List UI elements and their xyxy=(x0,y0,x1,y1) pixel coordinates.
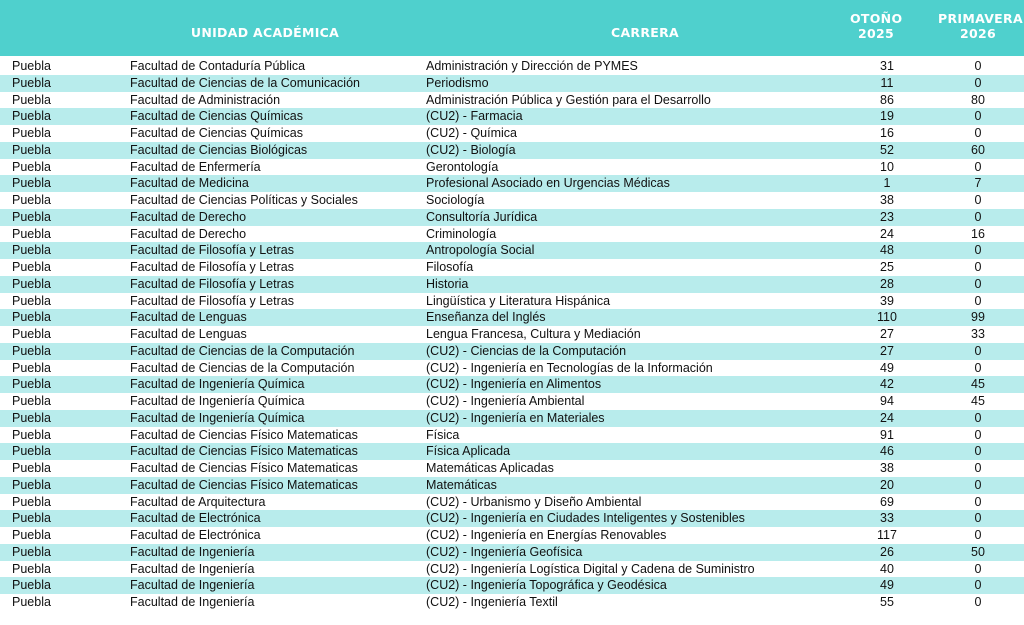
cell-campus: Puebla xyxy=(12,511,51,526)
cell-carrera: (CU2) - Ingeniería en Materiales xyxy=(426,410,605,425)
cell-otono-2025: 24 xyxy=(880,226,894,241)
cell-unidad-academica: Facultad de Enfermería xyxy=(130,159,261,174)
cell-campus: Puebla xyxy=(12,193,51,207)
cell-campus: Puebla xyxy=(12,176,51,191)
cell-carrera: (CU2) - Ingeniería Geofísica xyxy=(426,544,583,559)
cell-primavera-2026: 0 xyxy=(974,343,982,358)
cell-otono-2025: 31 xyxy=(880,59,894,73)
cell-carrera: Criminología xyxy=(426,226,497,241)
table-row xyxy=(0,494,1024,511)
cell-campus: Puebla xyxy=(12,75,51,90)
cell-primavera-2026: 45 xyxy=(971,377,985,392)
table-body xyxy=(0,58,1024,611)
table-row xyxy=(0,326,1024,343)
cell-campus: Puebla xyxy=(12,561,51,576)
cell-primavera-2026: 0 xyxy=(974,159,982,174)
table-row xyxy=(0,142,1024,159)
cell-unidad-academica: Facultad de Filosofía y Letras xyxy=(130,293,294,308)
cell-primavera-2026: 0 xyxy=(974,109,982,124)
cell-unidad-academica: Facultad de Ciencias Físico Matematicas xyxy=(130,477,358,492)
cell-unidad-academica: Facultad de Electrónica xyxy=(130,528,261,542)
cell-primavera-2026: 80 xyxy=(971,92,985,107)
table-row xyxy=(0,309,1024,326)
cell-primavera-2026: 0 xyxy=(974,209,982,224)
table-row xyxy=(0,460,1024,477)
cell-carrera: (CU2) - Ciencias de la Computación xyxy=(426,343,627,358)
cell-unidad-academica: Facultad de Ciencias Políticas y Sociales xyxy=(130,193,358,207)
table-row xyxy=(0,159,1024,176)
cell-unidad-academica: Facultad de Arquitectura xyxy=(130,494,266,509)
cell-primavera-2026: 0 xyxy=(974,243,982,258)
cell-otono-2025: 24 xyxy=(880,410,894,425)
cell-carrera: Sociología xyxy=(426,193,485,207)
cell-carrera: (CU2) - Ingeniería Textil xyxy=(426,595,558,609)
cell-primavera-2026: 0 xyxy=(974,75,982,90)
cell-campus: Puebla xyxy=(12,243,51,258)
table-row xyxy=(0,410,1024,427)
table-row xyxy=(0,108,1024,125)
cell-otono-2025: 11 xyxy=(880,75,894,90)
cell-carrera: Lengua Francesa, Cultura y Mediación xyxy=(426,327,641,341)
cell-campus: Puebla xyxy=(12,209,51,224)
cell-campus: Puebla xyxy=(12,544,51,559)
cell-otono-2025: 1 xyxy=(883,176,891,191)
cell-primavera-2026: 16 xyxy=(971,226,985,241)
cell-carrera: Lingüística y Literatura Hispánica xyxy=(426,293,611,308)
cell-unidad-academica: Facultad de Ciencias Químicas xyxy=(130,109,303,124)
cell-otono-2025: 10 xyxy=(880,159,894,174)
cell-carrera: (CU2) - Ingeniería en Tecnologías de la Información xyxy=(426,360,713,375)
cell-unidad-academica: Facultad de Electrónica xyxy=(130,511,261,526)
cell-primavera-2026: 0 xyxy=(974,511,982,526)
cell-unidad-academica: Facultad de Ciencias Químicas xyxy=(130,126,303,140)
table-row xyxy=(0,427,1024,444)
cell-campus: Puebla xyxy=(12,59,51,73)
cell-campus: Puebla xyxy=(12,276,51,291)
cell-carrera: (CU2) - Ingeniería Logística Digital y Cadena de Suministro xyxy=(426,561,755,576)
cell-primavera-2026: 0 xyxy=(974,477,982,492)
cell-campus: Puebla xyxy=(12,377,51,392)
cell-carrera: Administración y Dirección de PYMES xyxy=(426,59,638,73)
cell-carrera: (CU2) - Química xyxy=(426,126,517,140)
cell-campus: Puebla xyxy=(12,410,51,425)
header-otono-year: 2025 xyxy=(858,26,894,41)
cell-campus: Puebla xyxy=(12,528,51,542)
cell-unidad-academica: Facultad de Filosofía y Letras xyxy=(130,276,294,291)
cell-campus: Puebla xyxy=(12,92,51,107)
table-row xyxy=(0,443,1024,460)
cell-otono-2025: 55 xyxy=(880,595,894,609)
cell-otono-2025: 39 xyxy=(880,293,894,308)
cell-primavera-2026: 0 xyxy=(974,59,982,73)
table-row xyxy=(0,209,1024,226)
table-row xyxy=(0,242,1024,259)
cell-primavera-2026: 0 xyxy=(974,595,982,609)
cell-campus: Puebla xyxy=(12,260,51,274)
cell-otono-2025: 46 xyxy=(880,444,894,459)
table-row xyxy=(0,376,1024,393)
cell-carrera: Administración Pública y Gestión para el Desarrollo xyxy=(426,92,711,107)
cell-campus: Puebla xyxy=(12,494,51,509)
cell-unidad-academica: Facultad de Ciencias Físico Matematicas xyxy=(130,444,358,459)
cell-unidad-academica: Facultad de Ciencias Biológicas xyxy=(130,142,308,157)
header-otono-2025 xyxy=(850,11,902,41)
cell-otono-2025: 19 xyxy=(880,109,894,124)
cell-primavera-2026: 0 xyxy=(974,360,982,375)
cell-campus: Puebla xyxy=(12,394,51,408)
cell-carrera: Consultoría Jurídica xyxy=(426,209,538,224)
cell-campus: Puebla xyxy=(12,126,51,140)
table-row xyxy=(0,92,1024,109)
cell-otono-2025: 117 xyxy=(877,528,897,542)
table-row xyxy=(0,343,1024,360)
cell-campus: Puebla xyxy=(12,226,51,241)
table-row xyxy=(0,175,1024,192)
cell-otono-2025: 27 xyxy=(880,327,894,341)
cell-otono-2025: 49 xyxy=(880,578,894,593)
cell-primavera-2026: 7 xyxy=(974,176,982,191)
cell-carrera: Enseñanza del Inglés xyxy=(426,310,546,325)
cell-otono-2025: 48 xyxy=(880,243,894,258)
cell-carrera: Matemáticas Aplicadas xyxy=(426,461,554,475)
cell-carrera: Profesional Asociado en Urgencias Médicas xyxy=(426,176,670,191)
cell-otono-2025: 23 xyxy=(880,209,894,224)
cell-unidad-academica: Facultad de Filosofía y Letras xyxy=(130,260,294,274)
table-row xyxy=(0,577,1024,594)
cell-primavera-2026: 0 xyxy=(974,193,982,207)
cell-carrera: (CU2) - Ingeniería en Ciudades Inteligentes y Sostenibles xyxy=(426,511,745,526)
cell-otono-2025: 40 xyxy=(880,561,894,576)
cell-otono-2025: 25 xyxy=(880,260,894,274)
cell-unidad-academica: Facultad de Ingeniería xyxy=(130,561,255,576)
header-primavera-label: PRIMAVERA xyxy=(938,11,1023,26)
cell-campus: Puebla xyxy=(12,327,51,341)
table-row xyxy=(0,477,1024,494)
cell-campus: Puebla xyxy=(12,142,51,157)
cell-otono-2025: 52 xyxy=(880,142,894,157)
cell-unidad-academica: Facultad de Lenguas xyxy=(130,327,247,341)
table-row xyxy=(0,58,1024,75)
header-primavera-year: 2026 xyxy=(960,26,996,41)
header-otono-label: OTOÑO xyxy=(850,11,903,26)
cell-campus: Puebla xyxy=(12,427,51,442)
cell-unidad-academica: Facultad de Ingeniería xyxy=(130,544,255,559)
table-row xyxy=(0,527,1024,544)
cell-otono-2025: 49 xyxy=(880,360,894,375)
table-row xyxy=(0,561,1024,578)
cell-unidad-academica: Facultad de Ingeniería xyxy=(130,578,255,593)
cell-primavera-2026: 60 xyxy=(971,142,985,157)
cell-unidad-academica: Facultad de Derecho xyxy=(130,209,247,224)
cell-campus: Puebla xyxy=(12,293,51,308)
cell-primavera-2026: 33 xyxy=(971,327,985,341)
table-row xyxy=(0,226,1024,243)
table-row xyxy=(0,544,1024,561)
table-header xyxy=(0,0,1024,56)
cell-otono-2025: 94 xyxy=(880,394,894,408)
cell-unidad-academica: Facultad de Ciencias de la Computación xyxy=(130,343,355,358)
cell-unidad-academica: Facultad de Ingeniería Química xyxy=(130,410,305,425)
header-carrera: CARRERA xyxy=(610,25,680,40)
cell-carrera: Física Aplicada xyxy=(426,444,511,459)
cell-carrera: (CU2) - Ingeniería Topográfica y Geodésica xyxy=(426,578,667,593)
cell-unidad-academica: Facultad de Ingeniería Química xyxy=(130,377,305,392)
cell-campus: Puebla xyxy=(12,461,51,475)
cell-unidad-academica: Facultad de Ingeniería xyxy=(130,595,255,609)
cell-otono-2025: 26 xyxy=(880,544,894,559)
cell-carrera: Antropología Social xyxy=(426,243,535,258)
cell-otono-2025: 27 xyxy=(880,343,894,358)
cell-primavera-2026: 0 xyxy=(974,494,982,509)
cell-campus: Puebla xyxy=(12,159,51,174)
cell-carrera: (CU2) - Ingeniería Ambiental xyxy=(426,394,585,408)
cell-unidad-academica: Facultad de Ciencias Físico Matematicas xyxy=(130,427,358,442)
cell-otono-2025: 69 xyxy=(880,494,894,509)
table-row xyxy=(0,75,1024,92)
cell-otono-2025: 42 xyxy=(880,377,894,392)
cell-primavera-2026: 0 xyxy=(974,427,982,442)
cell-carrera: Física xyxy=(426,427,460,442)
cell-campus: Puebla xyxy=(12,578,51,593)
table-row xyxy=(0,510,1024,527)
cell-primavera-2026: 99 xyxy=(971,310,985,325)
cell-primavera-2026: 0 xyxy=(974,444,982,459)
cell-unidad-academica: Facultad de Contaduría Pública xyxy=(130,59,306,73)
cell-primavera-2026: 50 xyxy=(971,544,985,559)
cell-otono-2025: 110 xyxy=(877,310,897,325)
cell-unidad-academica: Facultad de Ciencias Físico Matematicas xyxy=(130,461,358,475)
table-row xyxy=(0,125,1024,142)
table-row xyxy=(0,259,1024,276)
cell-unidad-academica: Facultad de Filosofía y Letras xyxy=(130,243,294,258)
cell-primavera-2026: 45 xyxy=(971,394,985,408)
cell-unidad-academica: Facultad de Administración xyxy=(130,92,281,107)
cell-carrera: Historia xyxy=(426,276,469,291)
table-row xyxy=(0,192,1024,209)
cell-carrera: Filosofía xyxy=(426,260,474,274)
cell-carrera: (CU2) - Ingeniería en Alimentos xyxy=(426,377,602,392)
cell-primavera-2026: 0 xyxy=(974,276,982,291)
cell-primavera-2026: 0 xyxy=(974,126,982,140)
cell-campus: Puebla xyxy=(12,360,51,375)
cell-carrera: (CU2) - Urbanismo y Diseño Ambiental xyxy=(426,494,642,509)
cell-otono-2025: 20 xyxy=(880,477,894,492)
cell-carrera: Matemáticas xyxy=(426,477,497,492)
cell-unidad-academica: Facultad de Ciencias de la Comunicación xyxy=(130,75,360,90)
cell-campus: Puebla xyxy=(12,595,51,609)
table-row xyxy=(0,293,1024,310)
cell-carrera: Gerontología xyxy=(426,159,499,174)
cell-unidad-academica: Facultad de Lenguas xyxy=(130,310,247,325)
cell-campus: Puebla xyxy=(12,444,51,459)
cell-carrera: (CU2) - Farmacia xyxy=(426,109,523,124)
cell-otono-2025: 28 xyxy=(880,276,894,291)
cell-carrera: (CU2) - Biología xyxy=(426,142,516,157)
cell-primavera-2026: 0 xyxy=(974,561,982,576)
table-row xyxy=(0,594,1024,611)
cell-carrera: Periodismo xyxy=(426,75,489,90)
cell-campus: Puebla xyxy=(12,343,51,358)
cell-primavera-2026: 0 xyxy=(974,528,982,542)
cell-primavera-2026: 0 xyxy=(974,461,982,475)
cell-primavera-2026: 0 xyxy=(974,293,982,308)
cell-unidad-academica: Facultad de Ingeniería Química xyxy=(130,394,305,408)
cell-carrera: (CU2) - Ingeniería en Energías Renovables xyxy=(426,528,667,542)
cell-otono-2025: 16 xyxy=(880,126,894,140)
cell-otono-2025: 86 xyxy=(880,92,894,107)
cell-unidad-academica: Facultad de Medicina xyxy=(130,176,249,191)
cell-unidad-academica: Facultad de Ciencias de la Computación xyxy=(130,360,355,375)
cell-unidad-academica: Facultad de Derecho xyxy=(130,226,247,241)
cell-campus: Puebla xyxy=(12,109,51,124)
cell-campus: Puebla xyxy=(12,477,51,492)
cell-campus: Puebla xyxy=(12,310,51,325)
cell-otono-2025: 38 xyxy=(880,193,894,207)
cell-otono-2025: 38 xyxy=(880,461,894,475)
cell-primavera-2026: 0 xyxy=(974,578,982,593)
header-unidad-academica: UNIDAD ACADÉMICA xyxy=(190,25,340,40)
cell-primavera-2026: 0 xyxy=(974,260,982,274)
table-row xyxy=(0,360,1024,377)
table-row xyxy=(0,276,1024,293)
cell-otono-2025: 33 xyxy=(880,511,894,526)
header-primavera-2026 xyxy=(938,11,1023,41)
cell-primavera-2026: 0 xyxy=(974,410,982,425)
table-row xyxy=(0,393,1024,410)
cell-otono-2025: 91 xyxy=(880,427,894,442)
